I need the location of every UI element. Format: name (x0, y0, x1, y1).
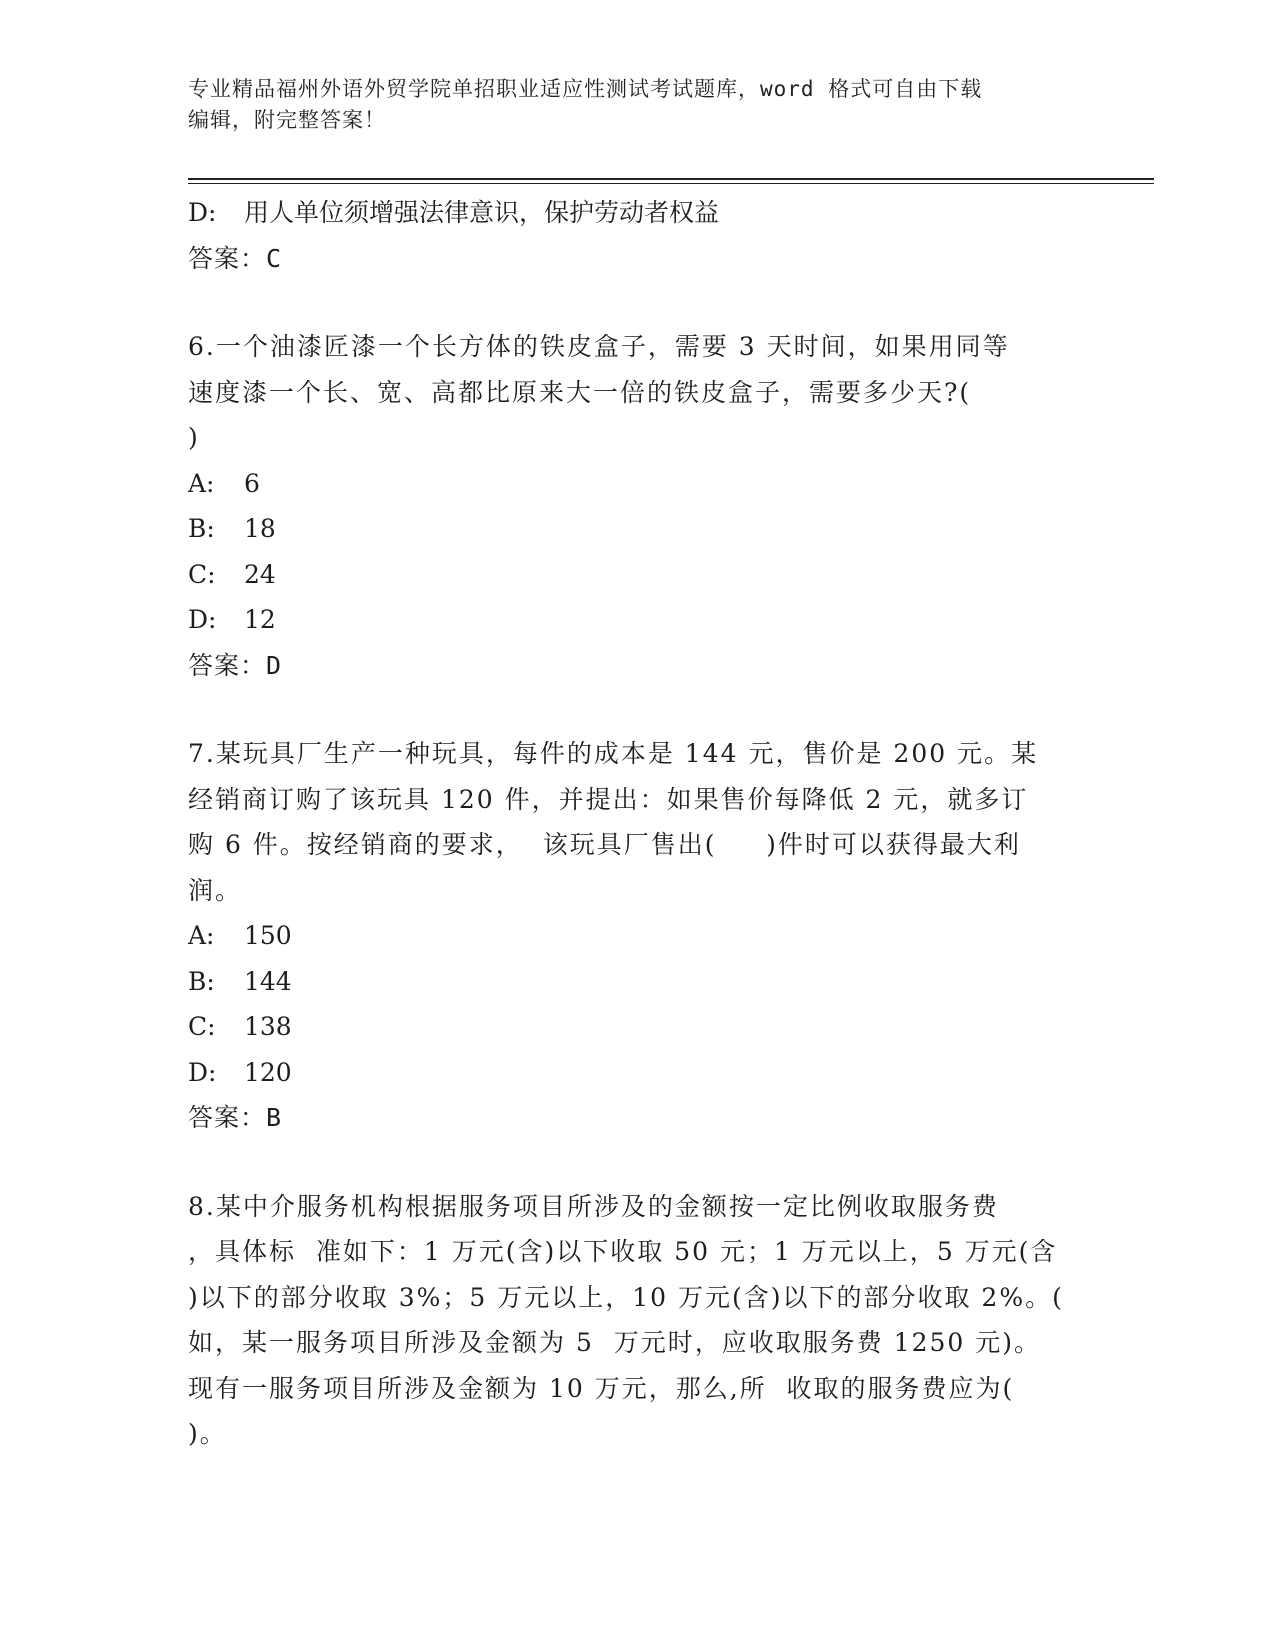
question-7-answer: 答案：B (188, 1103, 283, 1132)
option-label: A: (188, 921, 215, 950)
option-label: D: (188, 198, 217, 227)
header-line-1: 专业精品福州外语外贸学院单招职业适应性测试考试题库，word 格式可自由下载 (188, 77, 983, 101)
option-text: 144 (244, 966, 292, 996)
question-line: 润。 (188, 875, 243, 905)
page-header (188, 74, 1088, 136)
option-text: 18 (244, 514, 276, 543)
option-label: C: (188, 1012, 216, 1041)
question-line: 购 6 件。按经销商的要求， 该玩具厂售出( )件时可以获得最大利 (188, 830, 1021, 859)
header-line-2: 编辑，附完整答案！ (188, 108, 386, 132)
question-line: ) (188, 423, 200, 452)
question-line: 如，某一服务项目所涉及金额为 5 万元时，应收取服务费 1250 元)。 (188, 1328, 1042, 1357)
question-line: 7.某玩具厂生产一种玩具，每件的成本是 144 元，售价是 200 元。某 (188, 739, 1039, 768)
option-text: 6 (244, 468, 260, 498)
option-a (188, 913, 1088, 959)
option-label: A: (188, 468, 215, 498)
question-line: ，具体标 准如下：1 万元(含)以下收取 50 元；1 万元以上，5 万元(含 (188, 1237, 1058, 1266)
option-text: 24 (244, 559, 276, 589)
option-text: 用人单位须增强法律意识，保护劳动者权益 (244, 198, 720, 227)
option-text: 138 (244, 1012, 292, 1041)
question-6-answer: 答案：D (188, 650, 283, 680)
question-line: 经销商订购了该玩具 120 件，并提出：如果售价每降低 2 元，就多订 (188, 784, 1029, 814)
prev-option-d (188, 190, 1088, 236)
document-body (188, 190, 1088, 1457)
question-line: )。 (188, 1419, 227, 1448)
question-6 (188, 324, 1088, 688)
option-a (188, 461, 1088, 507)
option-label: B: (188, 514, 215, 543)
option-label: B: (188, 966, 215, 996)
question-line: 8.某中介服务机构根据服务项目所涉及的金额按一定比例收取服务费 (188, 1191, 999, 1221)
option-label: C: (188, 559, 216, 589)
option-label: D: (188, 605, 217, 634)
question-line: 速度漆一个长、宽、高都比原来大一倍的铁皮盒子，需要多少天?( (188, 377, 972, 407)
option-c (188, 1004, 1088, 1050)
question-7 (188, 731, 1088, 1141)
header-rule-thick (188, 178, 1154, 180)
option-label: D: (188, 1057, 217, 1087)
prev-answer: 答案：C (188, 243, 283, 273)
option-d (188, 597, 1088, 643)
question-line: 现有一服务项目所涉及金额为 10 万元，那么,所 收取的服务费应为( (188, 1373, 1015, 1403)
question-line: 6.一个油漆匠漆一个长方体的铁皮盒子，需要 3 天时间，如果用同等 (188, 332, 1010, 361)
option-c (188, 552, 1088, 598)
option-b (188, 959, 1088, 1005)
question-line: )以下的部分收取 3%；5 万元以上，10 万元(含)以下的部分收取 2%。( (188, 1282, 1064, 1312)
option-b (188, 506, 1088, 552)
option-text: 120 (244, 1057, 292, 1087)
header-rule-thin (188, 183, 1154, 184)
option-d (188, 1050, 1088, 1096)
option-text: 12 (244, 605, 276, 634)
option-text: 150 (244, 921, 292, 950)
question-8 (188, 1184, 1088, 1457)
